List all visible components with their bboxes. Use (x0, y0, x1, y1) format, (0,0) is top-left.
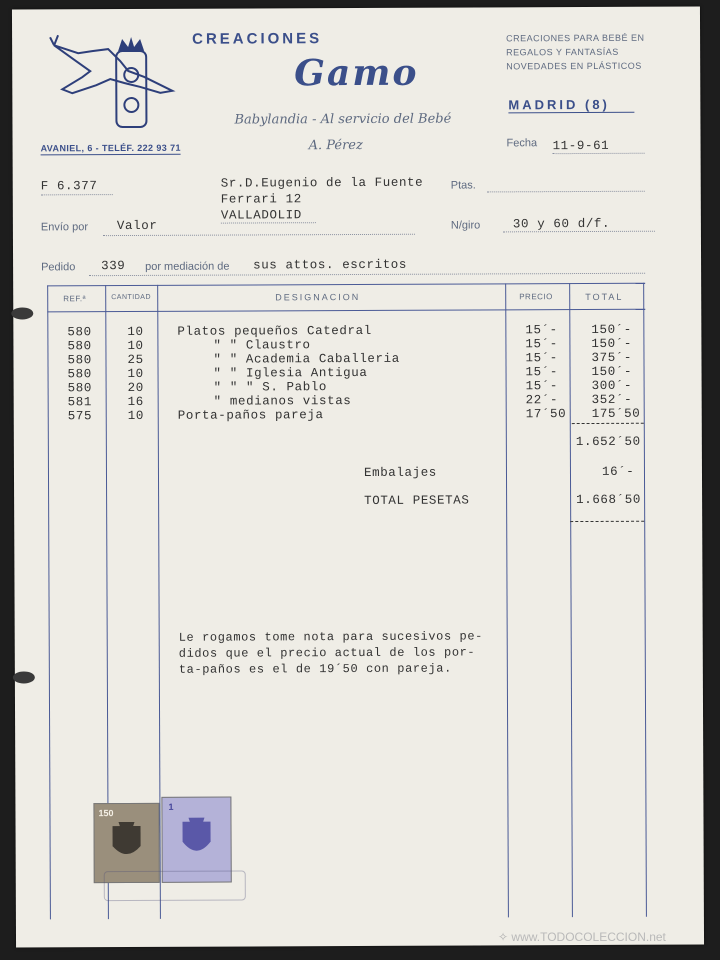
row-ref: 580 (67, 325, 92, 340)
watermark-text: www.TODOCOLECCION.net (511, 930, 666, 944)
recipient-line-3: VALLADOLID (221, 208, 316, 223)
row-ref: 581 (67, 395, 93, 410)
invoice-number-line (41, 194, 113, 195)
table-right-border (643, 283, 647, 917)
row-desc: Platos pequeños Catedral (177, 323, 372, 339)
slogan: Babylandia - Al servicio del Bebé (234, 111, 452, 128)
coat-of-arms-icon (108, 820, 144, 864)
gamo-logo-icon (48, 31, 188, 136)
stamp-brown-value: 150 (98, 808, 114, 819)
recipient-line-1: Sr.D.Eugenio de la Fuente (220, 175, 424, 191)
invoice-paper (12, 7, 704, 948)
coat-of-arms-icon (178, 816, 214, 862)
row-total: 150´- (591, 322, 632, 337)
row-qty: 10 (127, 366, 144, 382)
watermark-icon: ✧ (498, 930, 509, 944)
invoice-number: F 6.377 (40, 179, 98, 194)
ptas-line (487, 191, 645, 193)
row-desc: " medianos vistas (213, 394, 352, 409)
header-ref: REF.ª (63, 294, 87, 304)
address-phone: AVANIEL, 6 - TELÉF. 222 93 71 (40, 142, 181, 154)
pedido-line (89, 273, 645, 276)
row-qty: 20 (127, 380, 144, 396)
row-desc: Porta-paños pareja (177, 408, 324, 423)
row-price: 15´- (525, 323, 558, 338)
mediacion-label: por mediación de (145, 260, 230, 273)
note-line-3: ta-paños es el de 19´50 con pareja. (178, 661, 452, 677)
row-qty: 16 (127, 394, 144, 410)
watermark (498, 930, 666, 944)
row-price: 15´- (525, 365, 558, 380)
row-desc: " " " S. Pablo (213, 380, 328, 395)
pedido-value: 339 (101, 259, 126, 274)
row-ref: 580 (67, 339, 92, 354)
row-price: 15´- (525, 337, 558, 352)
row-desc: " " Iglesia Antigua (213, 365, 368, 381)
envio-value: Valor (116, 218, 158, 234)
header-total: TOTAL (585, 291, 624, 303)
row-desc: " " Claustro (213, 338, 311, 353)
row-total: 375´- (591, 350, 633, 365)
row-qty: 10 (127, 408, 144, 424)
fecha-value: 11-9-61 (553, 139, 645, 154)
row-desc: " " Academia Caballeria (213, 351, 400, 367)
row-ref: 580 (67, 381, 92, 396)
fecha-label: Fecha (506, 137, 538, 150)
row-total: 300´- (591, 378, 633, 393)
note-line-2: didos que el precio actual de los por- (178, 645, 476, 661)
stamp-purple-value: 1 (168, 801, 174, 812)
recipient-line-2: Ferrari 12 (220, 192, 302, 207)
table-left-border (47, 285, 51, 919)
row-total: 175´50 (591, 406, 641, 421)
row-qty: 10 (127, 324, 144, 340)
total-value: 1.668´50 (576, 492, 641, 508)
col-divider-price (569, 283, 573, 917)
total-label: TOTAL PESETAS (364, 493, 470, 508)
signature: A. Pérez (308, 137, 363, 154)
table-top-border (47, 283, 645, 287)
embalajes-value: 16´- (601, 464, 635, 479)
city: MADRID (8) (508, 97, 634, 114)
row-qty: 10 (127, 338, 144, 354)
row-price: 15´- (525, 379, 559, 394)
envio-label: Envío por (40, 221, 89, 234)
company-line-3: NOVEDADES EN PLÁSTICOS (506, 60, 642, 72)
row-ref: 575 (67, 409, 93, 424)
row-price: 15´- (525, 351, 558, 366)
row-price: 17´50 (525, 407, 567, 422)
pedido-label: Pedido (41, 261, 76, 274)
punch-hole (11, 307, 33, 319)
brand-top: CREACIONES (192, 30, 323, 48)
embalajes-label: Embalajes (363, 465, 437, 480)
header-designacion: DESIGNACION (275, 291, 361, 303)
row-qty: 25 (127, 352, 144, 368)
header-precio: PRECIO (519, 292, 553, 302)
ptas-label: Ptas. (450, 179, 476, 192)
punch-hole (13, 671, 35, 683)
header-cantidad: CANTIDAD (111, 293, 152, 302)
row-price: 22´- (525, 393, 559, 408)
row-ref: 580 (67, 367, 92, 382)
company-line-2: REGALOS Y FANTASÍAS (506, 46, 619, 58)
row-total: 150´- (591, 364, 633, 379)
cancellation-mark (104, 870, 246, 901)
total-rule (570, 521, 644, 522)
envio-line (103, 234, 415, 236)
note-line-1: Le rogamos tome nota para sucesivos pe- (178, 629, 483, 645)
company-line-1: CREACIONES PARA BEBÉ EN (506, 32, 645, 44)
row-ref: 580 (67, 353, 92, 368)
row-total: 150´- (591, 336, 632, 351)
mediacion-value: sus attos. escritos (253, 257, 408, 273)
brand-name: Gamo (294, 51, 419, 95)
subtotal-value: 1.652´50 (575, 434, 641, 450)
subtotal-rule (572, 423, 644, 424)
row-total: 352´- (591, 392, 633, 407)
giro-label: N/giro (450, 219, 481, 232)
table-header-border (47, 309, 645, 313)
giro-value: 30 y 60 d/f. (503, 217, 655, 233)
col-divider-desc (505, 283, 509, 917)
